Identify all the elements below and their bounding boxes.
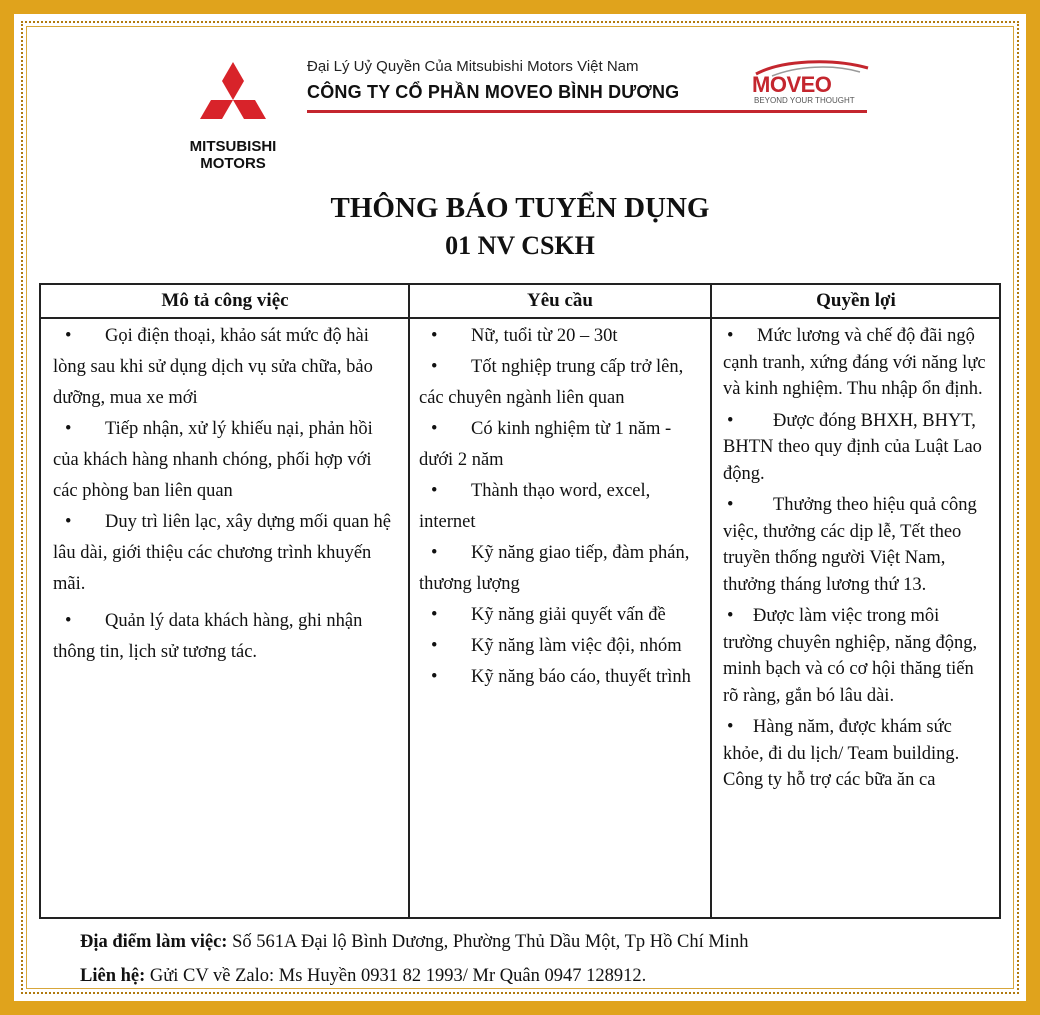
list-item-text: Có kinh nghiệm từ 1 năm - dưới 2 năm [419,419,672,470]
list-item: • Thưởng theo hiệu quả công việc, thưởng các dịp lễ, Tết theo truyền thống người Việt Nam, thưởng tháng lương thứ 13. [723,495,977,595]
requirements-column [419,321,699,693]
location-value: Số 561A Đại lộ Bình Dương, Phường Thủ Dầu Một, Tp Hồ Chí Minh [227,932,749,952]
list-item: • Tốt nghiệp trung cấp trở lên, các chuyên ngành liên quan [419,357,684,408]
list-item-text: Được đóng BHXH, BHYT, BHTN theo quy định của Luật Lao động. [723,410,982,484]
list-item: • Quản lý data khách hàng, ghi nhận thông tin, lịch sử tương tác. [53,611,363,662]
brand-line-2: MOTORS [200,155,266,172]
dealer-text: Đại Lý Uỷ Quyền Của Mitsubishi Motors Việt Nam [307,58,639,75]
list-item: • Duy trì liên lạc, xây dựng mối quan hệ lâu dài, giới thiệu các chương trình khuyến mãi. [53,512,391,594]
mitsubishi-diamonds-icon [192,62,274,134]
location-label: Địa điểm làm việc: [80,932,228,952]
list-item: • Thành thạo word, excel, internet [419,481,651,532]
list-item-text: Duy trì liên lạc, xây dựng mối quan hệ lâu dài, giới thiệu các chương trình khuyến mãi. [53,512,391,594]
moveo-tagline: BEYOND YOUR THOUGHT [754,96,855,105]
list-item: • Mức lương và chế độ đãi ngộ cạnh tranh, xứng đáng với năng lực và kinh nghiệm. Thu nhập ổn định. [723,326,986,399]
mitsubishi-logo [178,62,288,182]
list-item-text: Quản lý data khách hàng, ghi nhận thông tin, lịch sử tương tác. [53,611,363,662]
job-table [39,283,1001,919]
contact-label: Liên hệ: [80,966,146,986]
list-item: • Tiếp nhận, xử lý khiếu nại, phản hồi của khách hàng nhanh chóng, phối hợp với các phòng ban liên quan [53,419,373,501]
list-item: • Kỹ năng giải quyết vấn đề [431,605,666,625]
job-description-column [53,321,393,668]
list-item: • Kỹ năng giao tiếp, đàm phán, thương lượng [419,543,690,594]
list-item-text: Hàng năm, được khám sức khỏe, đi du lịch/ Team building. Công ty hỗ trợ các bữa ăn ca [723,717,960,790]
list-item-text: Kỹ năng báo cáo, thuyết trình [471,667,691,687]
contact-value: Gửi CV về Zalo: Ms Huyền 0931 82 1993/ Mr Quân 0947 128912. [145,966,647,986]
list-item: • Gọi điện thoại, khảo sát mức độ hài lòng sau khi sử dụng dịch vụ sửa chữa, bảo dưỡng, mua xe mới [53,326,373,408]
list-item-text: Mức lương và chế độ đãi ngộ cạnh tranh, xứng đáng với năng lực và kinh nghiệm. Thu nhập ổn định. [723,326,986,399]
list-item: • Kỹ năng báo cáo, thuyết trình [431,667,691,687]
company-underline [307,110,867,113]
list-item-text: Kỹ năng giao tiếp, đàm phán, thương lượng [419,543,690,594]
list-item-text: Kỹ năng làm việc đội, nhóm [471,636,682,656]
header-job-description: Mô tả công việc [41,285,409,319]
list-item-text: Tiếp nhận, xử lý khiếu nại, phản hồi của khách hàng nhanh chóng, phối hợp với các phòng ban liên quan [53,419,373,501]
notice-subtitle: 01 NV CSKH [445,231,595,260]
list-item: • Kỹ năng làm việc đội, nhóm [431,636,682,656]
column-divider [710,285,712,917]
column-divider [408,285,410,917]
brand-line-1: MITSUBISHI [189,138,277,155]
list-item-text: Thành thạo word, excel, internet [419,481,651,532]
moveo-brand-text: MOVEO [752,72,832,97]
contact-line [80,966,646,987]
header-benefits: Quyền lợi [711,285,1001,319]
list-item-text: Được làm việc trong môi trường chuyên nghiệp, năng động, minh bạch và có cơ hội thăng tiến rõ ràng, gắn bó lâu dài. [723,606,978,706]
benefits-column [723,323,991,799]
notice-title: THÔNG BÁO TUYỂN DỤNG [330,192,710,224]
list-item: • Được đóng BHXH, BHYT, BHTN theo quy định của Luật Lao động. [723,410,982,484]
list-item-text: Tốt nghiệp trung cấp trở lên, các chuyên ngành liên quan [419,357,684,408]
list-item-text: Gọi điện thoại, khảo sát mức độ hài lòng sau khi sử dụng dịch vụ sửa chữa, bảo dưỡng, mua xe mới [53,326,373,408]
moveo-logo [752,58,872,108]
list-item: • Được làm việc trong môi trường chuyên nghiệp, năng động, minh bạch và có cơ hội thăng tiến rõ ràng, gắn bó lâu dài. [723,606,978,706]
list-item: • Nữ, tuổi từ 20 – 30t [431,326,618,346]
list-item: • Hàng năm, được khám sức khỏe, đi du lịch/ Team building. Công ty hỗ trợ các bữa ăn ca [723,717,960,790]
mitsubishi-brand-text [178,138,288,172]
list-item-text: Nữ, tuổi từ 20 – 30t [471,326,618,346]
list-item: • Có kinh nghiệm từ 1 năm - dưới 2 năm [419,419,672,470]
list-item-text: Kỹ năng giải quyết vấn đề [471,605,666,625]
location-line [80,932,748,953]
header-requirements: Yêu cầu [409,285,711,319]
company-name: CÔNG TY CỔ PHẦN MOVEO BÌNH DƯƠNG [307,82,680,102]
list-item-text: Thưởng theo hiệu quả công việc, thưởng các dịp lễ, Tết theo truyền thống người Việt Nam, thưởng tháng lương thứ 13. [723,495,977,595]
